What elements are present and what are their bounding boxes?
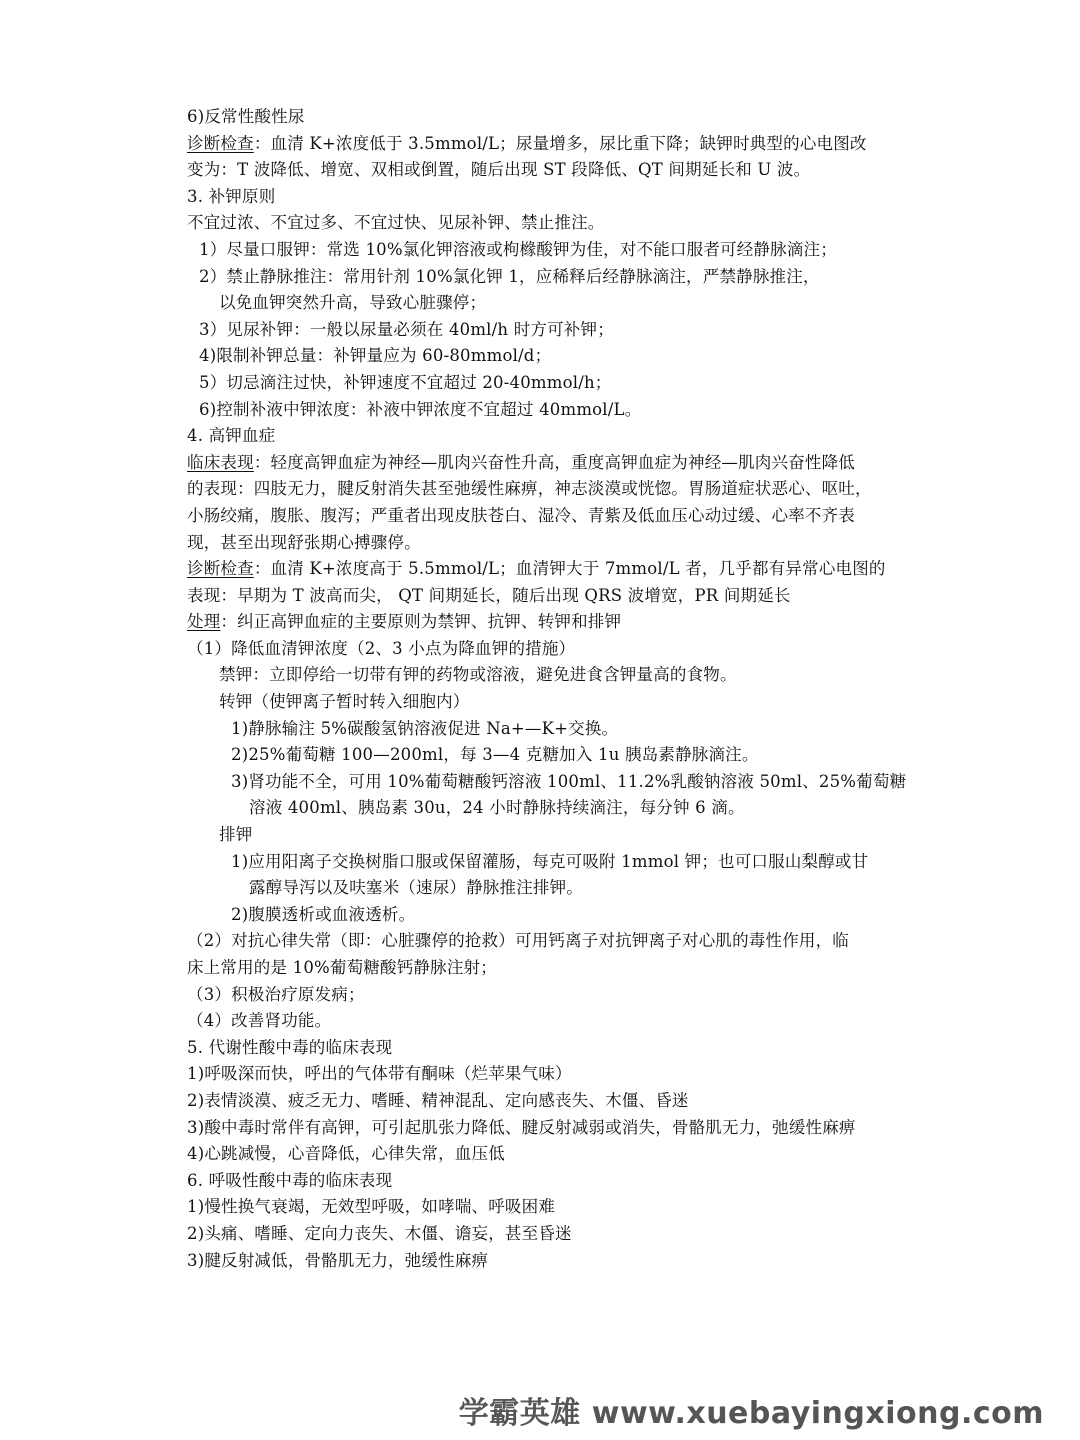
section-heading-metabolic-acidosis: 5. 代谢性酸中毒的临床表现 (187, 1037, 393, 1057)
treatment-text: ：纠正高钾血症的主要原则为禁钾、抗钾、转钾和排钾 (220, 612, 622, 632)
text-line: 床上常用的是 10%葡萄糖酸钙静脉注射； (187, 958, 497, 977)
text-line: 转钾（使钾离子暂时转入细胞内） (219, 692, 470, 712)
list-item: 4)限制补钾总量：补钾量应为 60-80mmol/d； (199, 346, 552, 366)
diagnosis-label: 诊断检查 (187, 133, 254, 153)
text-line: 变为：T 波降低、增宽、双相或倒置，随后出现 ST 段降低、QT 间期延长和 U 波。 (187, 160, 811, 180)
text-line: 禁钾：立即停给一切带有钾的药物或溶液，避免进食含钾量高的食物。 (219, 665, 737, 685)
text-line: 现，甚至出现舒张期心搏骤停。 (187, 532, 421, 552)
list-item: 1)慢性换气衰竭，无效型呼吸，如哮喘、呼吸困难 (187, 1197, 556, 1217)
list-item: 1）尽量口服钾：常选 10%氯化钾溶液或枸橼酸钾为佳，对不能口服者可经静脉滴注； (199, 239, 837, 259)
list-item: 3)酸中毒时常伴有高钾，可引起肌张力降低、腱反射减弱或消失，骨骼肌无力，弛缓性麻痹 (187, 1117, 856, 1137)
list-item: 3)腱反射减低，骨骼肌无力，弛缓性麻痹 (187, 1250, 489, 1270)
list-item: 1)静脉输注 5%碳酸氢钠溶液促进 Na+—K+交换。 (231, 718, 619, 738)
clinical-text: ：轻度高钾血症为神经—肌肉兴奋性升高，重度高钾血症为神经—肌肉兴奋性降低 (253, 452, 856, 472)
list-item: （3）积极治疗原发病； (187, 984, 365, 1004)
diagnosis-text: ：血清 K+浓度低于 3.5mmol/L；尿量增多，尿比重下降；缺钾时典型的心电图改 (253, 133, 867, 153)
list-item: 5）切忌滴注过快，补钾速度不宜超过 20-40mmol/h； (199, 372, 612, 392)
list-item: 2)腹膜透析或血液透析。 (231, 904, 416, 924)
diagnosis-label: 诊断检查 (187, 559, 254, 579)
section-heading-potassium-supplement: 3. 补钾原则 (187, 186, 276, 206)
treatment-label: 处理 (187, 612, 221, 632)
text-line: 小肠绞痛，腹胀、腹泻；严重者出现皮肤苍白、湿冷、青紫及低血压心动过缓、心率不齐表 (187, 505, 855, 525)
list-item-continuation: 露醇导泻以及呋塞米（速尿）静脉推注排钾。 (249, 878, 583, 898)
diagnosis-line (187, 131, 899, 158)
clinical-line (187, 450, 899, 477)
section-heading-hyperkalemia: 4. 高钾血症 (187, 426, 276, 446)
treatment-line (187, 609, 899, 636)
diagnosis-text: ：血清 K+浓度高于 5.5mmol/L；血清钾大于 7mmol/L 者，几乎都有异常心电图的 (253, 559, 886, 579)
text-line: 排钾 (219, 825, 253, 845)
list-item: 6)控制补液中钾浓度：补液中钾浓度不宜超过 40mmol/L。 (199, 399, 642, 419)
text-line: 的表现：四肢无力，腱反射消失甚至弛缓性麻痹，神志淡漠或恍惚。胃肠道症状恶心、呕吐， (187, 479, 872, 499)
list-item: 2）禁止静脉推注：常用针剂 10%氯化钾 1，应稀释后经静脉滴注，严禁静脉推注， (199, 266, 820, 286)
text-line: 表现：早期为 T 波高而尖， QT 间期延长，随后出现 QRS 波增宽，PR 间期延长 (187, 585, 791, 605)
list-item: 2)表情淡漠、疲乏无力、嗜睡、精神混乱、定向感丧失、木僵、昏迷 (187, 1090, 689, 1110)
list-item: 1)应用阳离子交换树脂口服或保留灌肠，每克可吸附 1mmol 钾；也可口服山梨醇或甘 (231, 851, 869, 871)
list-item: 4)心跳减慢，心音降低，心律失常，血压低 (187, 1144, 505, 1164)
footer-watermark: 学霸英雄 www.xuebayingxiong.com (458, 1396, 1044, 1431)
list-item: 3)肾功能不全，可用 10%葡萄糖酸钙溶液 100ml、11.2%乳酸钠溶液 50ml、25%葡萄糖 (231, 771, 907, 791)
list-item: 2)25%葡萄糖 100—200ml，每 3—4 克糖加入 1u 胰岛素静脉滴注。 (231, 745, 759, 765)
document-body (187, 104, 907, 1274)
text-line: 不宜过浓、不宜过多、不宜过快、见尿补钾、禁止推注。 (187, 213, 605, 233)
list-item: 1)呼吸深而快，呼出的气体带有酮味（烂苹果气味） (187, 1064, 572, 1084)
section-heading-respiratory-acidosis: 6. 呼吸性酸中毒的临床表现 (187, 1170, 393, 1190)
list-item-continuation: 以免血钾突然升高，导致心脏骤停； (219, 293, 487, 313)
list-item: （1）降低血清钾浓度（2、3 小点为降血钾的措施） (187, 638, 576, 658)
list-item: （2）对抗心律失常（即：心脏骤停的抢救）可用钙离子对抗钾离子对心肌的毒性作用，临 (187, 931, 849, 951)
list-item-continuation: 溶液 400ml、胰岛素 30u，24 小时静脉持续滴注，每分钟 6 滴。 (249, 798, 745, 818)
list-item: 2)头痛、嗜睡、定向力丧失、木僵、谵妄，甚至昏迷 (187, 1223, 572, 1243)
list-item: 3）见尿补钾：一般以尿量必须在 40ml/h 时方可补钾； (199, 319, 614, 339)
list-item-6-paradoxical-aciduria: 6)反常性酸性尿 (187, 107, 305, 126)
list-item: （4）改善肾功能。 (187, 1011, 332, 1031)
clinical-label: 临床表现 (187, 452, 254, 472)
diagnosis-line (187, 556, 899, 583)
